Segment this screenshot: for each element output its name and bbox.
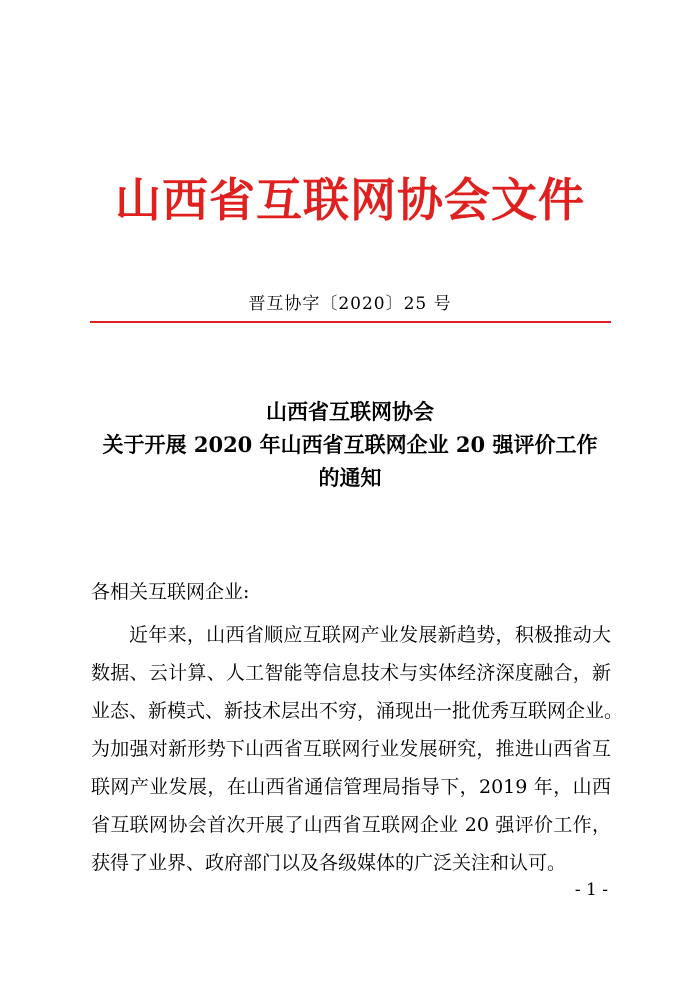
body-line: 为加强对新形势下山西省互联网行业发展研究，推进山西省互 [91,738,611,760]
body-line: 联网产业发展，在山西省通信管理局指导下，2019 年，山西 [91,776,611,798]
document-number: 晋互协字〔2020〕25 号 [248,294,452,314]
notice-title-line-1: 山西省互联网协会 [266,399,434,424]
notice-title-line-3: 的通知 [318,465,382,490]
red-divider-line [90,321,611,323]
body-line: 业态、新模式、新技术层出不穷，涌现出一批优秀互联网企业。 [91,700,624,722]
notice-title [0,395,700,494]
body-line: 省互联网协会首次开展了山西省互联网企业 20 强评价工作， [91,814,611,836]
salutation: 各相关互联网企业: [91,581,250,603]
body-line: 近年来，山西省顺应互联网产业发展新趋势，积极推动大 [129,624,611,646]
document-header-title: 山西省互联网协会文件 [115,173,585,227]
body-line: 获得了业界、政府部门以及各级媒体的广泛关注和认可。 [91,852,567,874]
notice-title-line-2: 关于开展 2020 年山西省互联网企业 20 强评价工作 [102,432,598,457]
page-number: - 1 - [574,880,608,900]
body-line: 数据、云计算、人工智能等信息技术与实体经济深度融合，新 [91,662,611,684]
body-paragraph [91,616,624,882]
